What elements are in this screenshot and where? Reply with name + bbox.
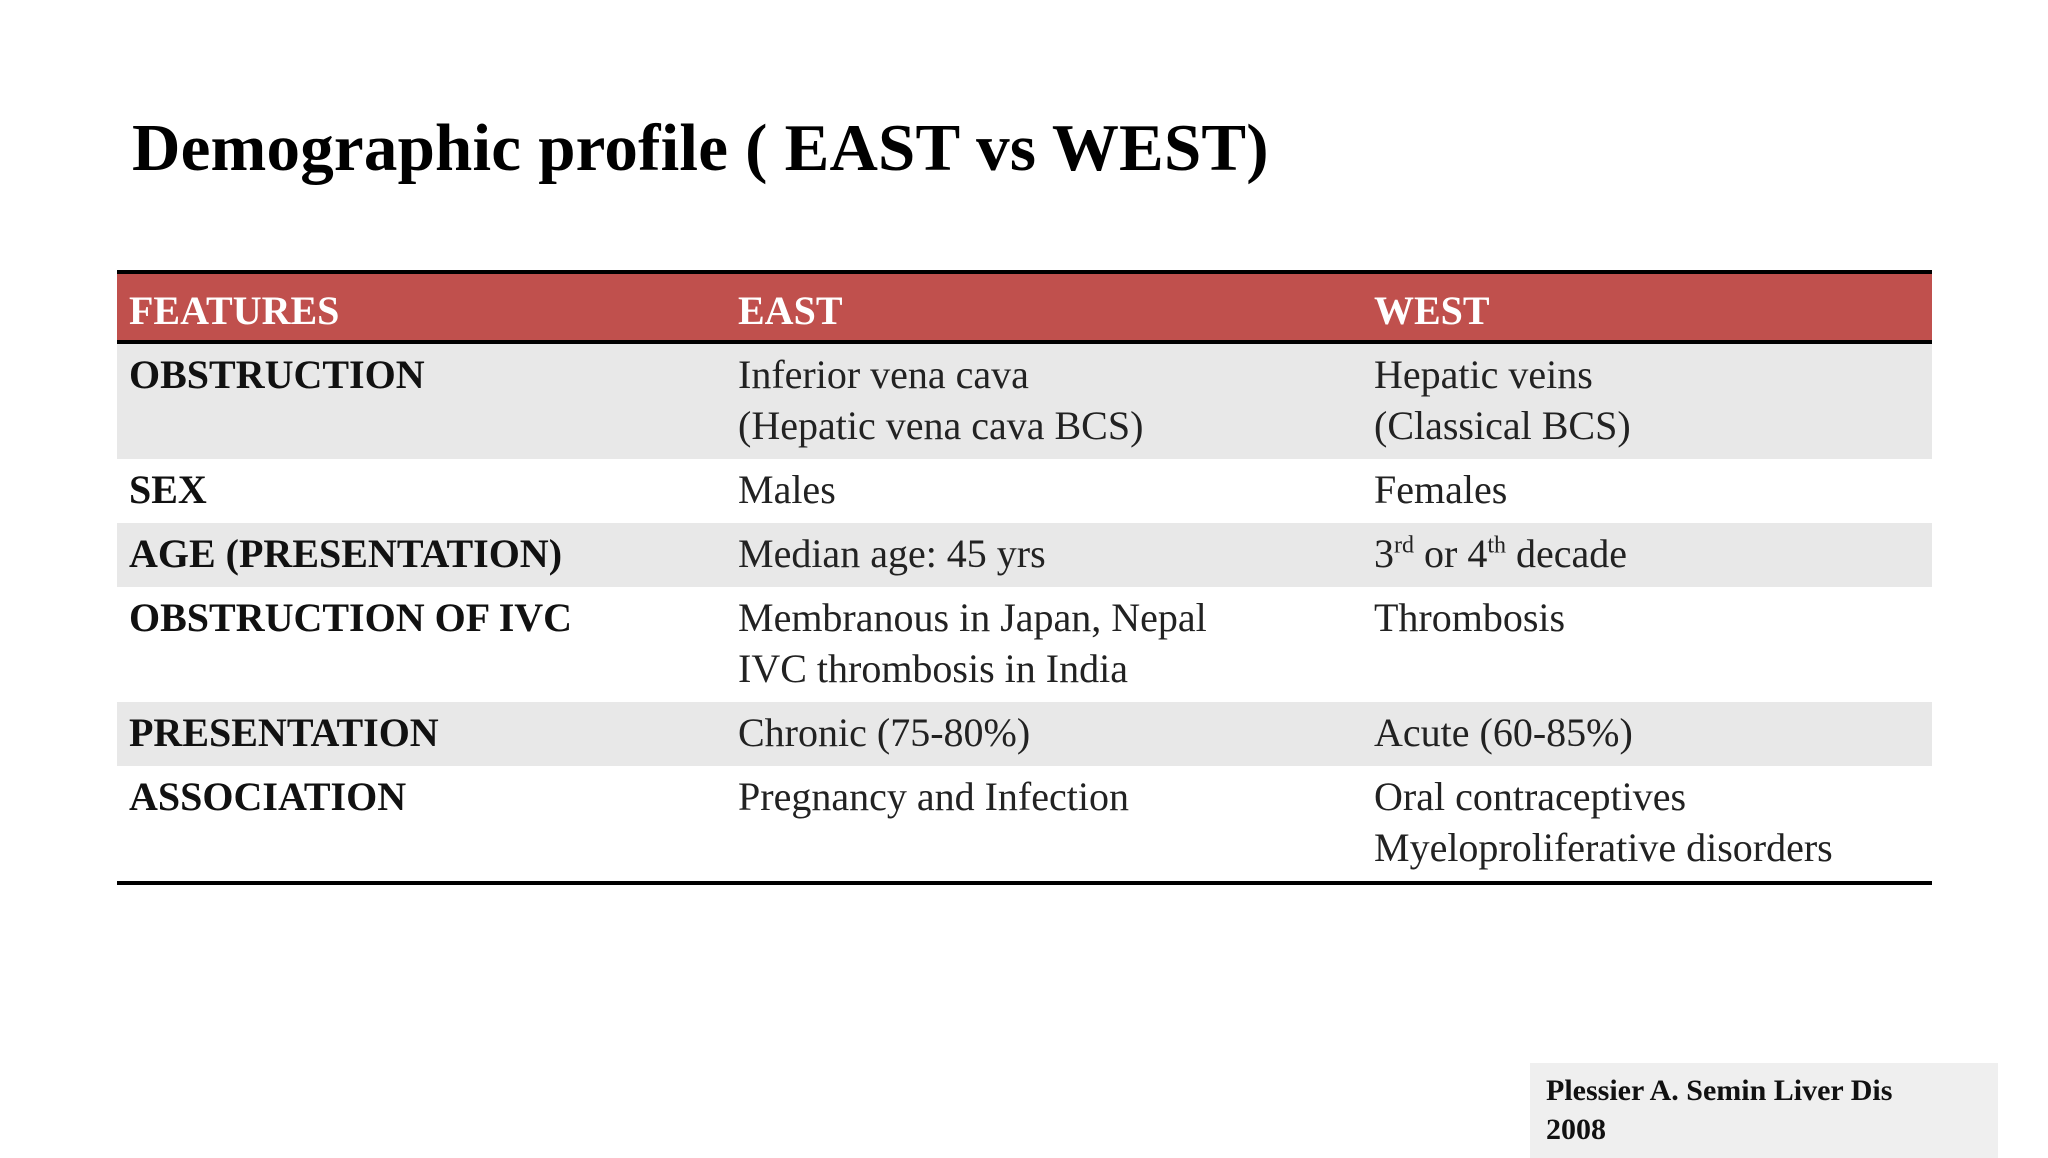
east-line: Pregnancy and Infection (738, 774, 1129, 819)
ordinal-suffix: rd (1394, 532, 1414, 559)
citation-year: 2008 (1546, 1113, 1606, 1146)
table-row (117, 342, 1932, 459)
comparison-table (117, 270, 1932, 885)
table-row (117, 702, 1932, 766)
header-features: FEATURES (129, 287, 340, 333)
feature-cell: AGE (PRESENTATION) (129, 531, 563, 576)
west-line (1374, 528, 1920, 579)
table-row (117, 766, 1932, 883)
west-line: Thrombosis (1374, 595, 1566, 640)
decade-connector: or 4 (1414, 531, 1488, 576)
feature-cell: PRESENTATION (129, 710, 439, 755)
table-row (117, 523, 1932, 587)
east-cell (726, 587, 1362, 702)
feature-cell: OBSTRUCTION (129, 352, 425, 397)
east-cell (726, 523, 1362, 587)
table-header (117, 272, 1932, 342)
citation-box (1530, 1063, 1998, 1158)
east-cell (726, 459, 1362, 523)
feature-cell: OBSTRUCTION OF IVC (129, 595, 573, 640)
west-cell (1362, 766, 1932, 883)
header-row (117, 272, 1932, 342)
west-line: Females (1374, 467, 1508, 512)
west-line: Oral contraceptives (1374, 774, 1687, 819)
west-line: Acute (60-85%) (1374, 710, 1633, 755)
header-west: WEST (1374, 287, 1490, 333)
east-line: Inferior vena cava (738, 352, 1029, 397)
west-line: (Classical BCS) (1374, 403, 1631, 448)
feature-cell: SEX (129, 467, 207, 512)
east-line: Median age: 45 yrs (738, 531, 1046, 576)
feature-cell: ASSOCIATION (129, 774, 407, 819)
east-line: Membranous in Japan, Nepal (738, 595, 1207, 640)
table-row (117, 459, 1932, 523)
west-cell (1362, 342, 1932, 459)
east-line: Chronic (75-80%) (738, 710, 1031, 755)
east-cell (726, 766, 1362, 883)
table-row (117, 587, 1932, 702)
decade-word: decade (1506, 531, 1628, 576)
west-cell (1362, 523, 1932, 587)
east-line: (Hepatic vena cava BCS) (738, 403, 1144, 448)
west-line: Myeloproliferative disorders (1374, 825, 1833, 870)
east-line: IVC thrombosis in India (738, 646, 1128, 691)
comparison-table-container (117, 270, 1932, 885)
east-cell (726, 702, 1362, 766)
west-line: Hepatic veins (1374, 352, 1593, 397)
decade-number: 3 (1374, 531, 1394, 576)
west-cell (1362, 702, 1932, 766)
east-cell (726, 342, 1362, 459)
west-cell (1362, 459, 1932, 523)
table-body (117, 342, 1932, 883)
ordinal-suffix: th (1487, 532, 1506, 559)
slide-title: Demographic profile ( EAST vs WEST) (132, 111, 1269, 185)
east-line: Males (738, 467, 836, 512)
citation-source: Plessier A. Semin Liver Dis (1546, 1074, 1893, 1107)
west-cell (1362, 587, 1932, 702)
header-east: EAST (738, 287, 843, 333)
